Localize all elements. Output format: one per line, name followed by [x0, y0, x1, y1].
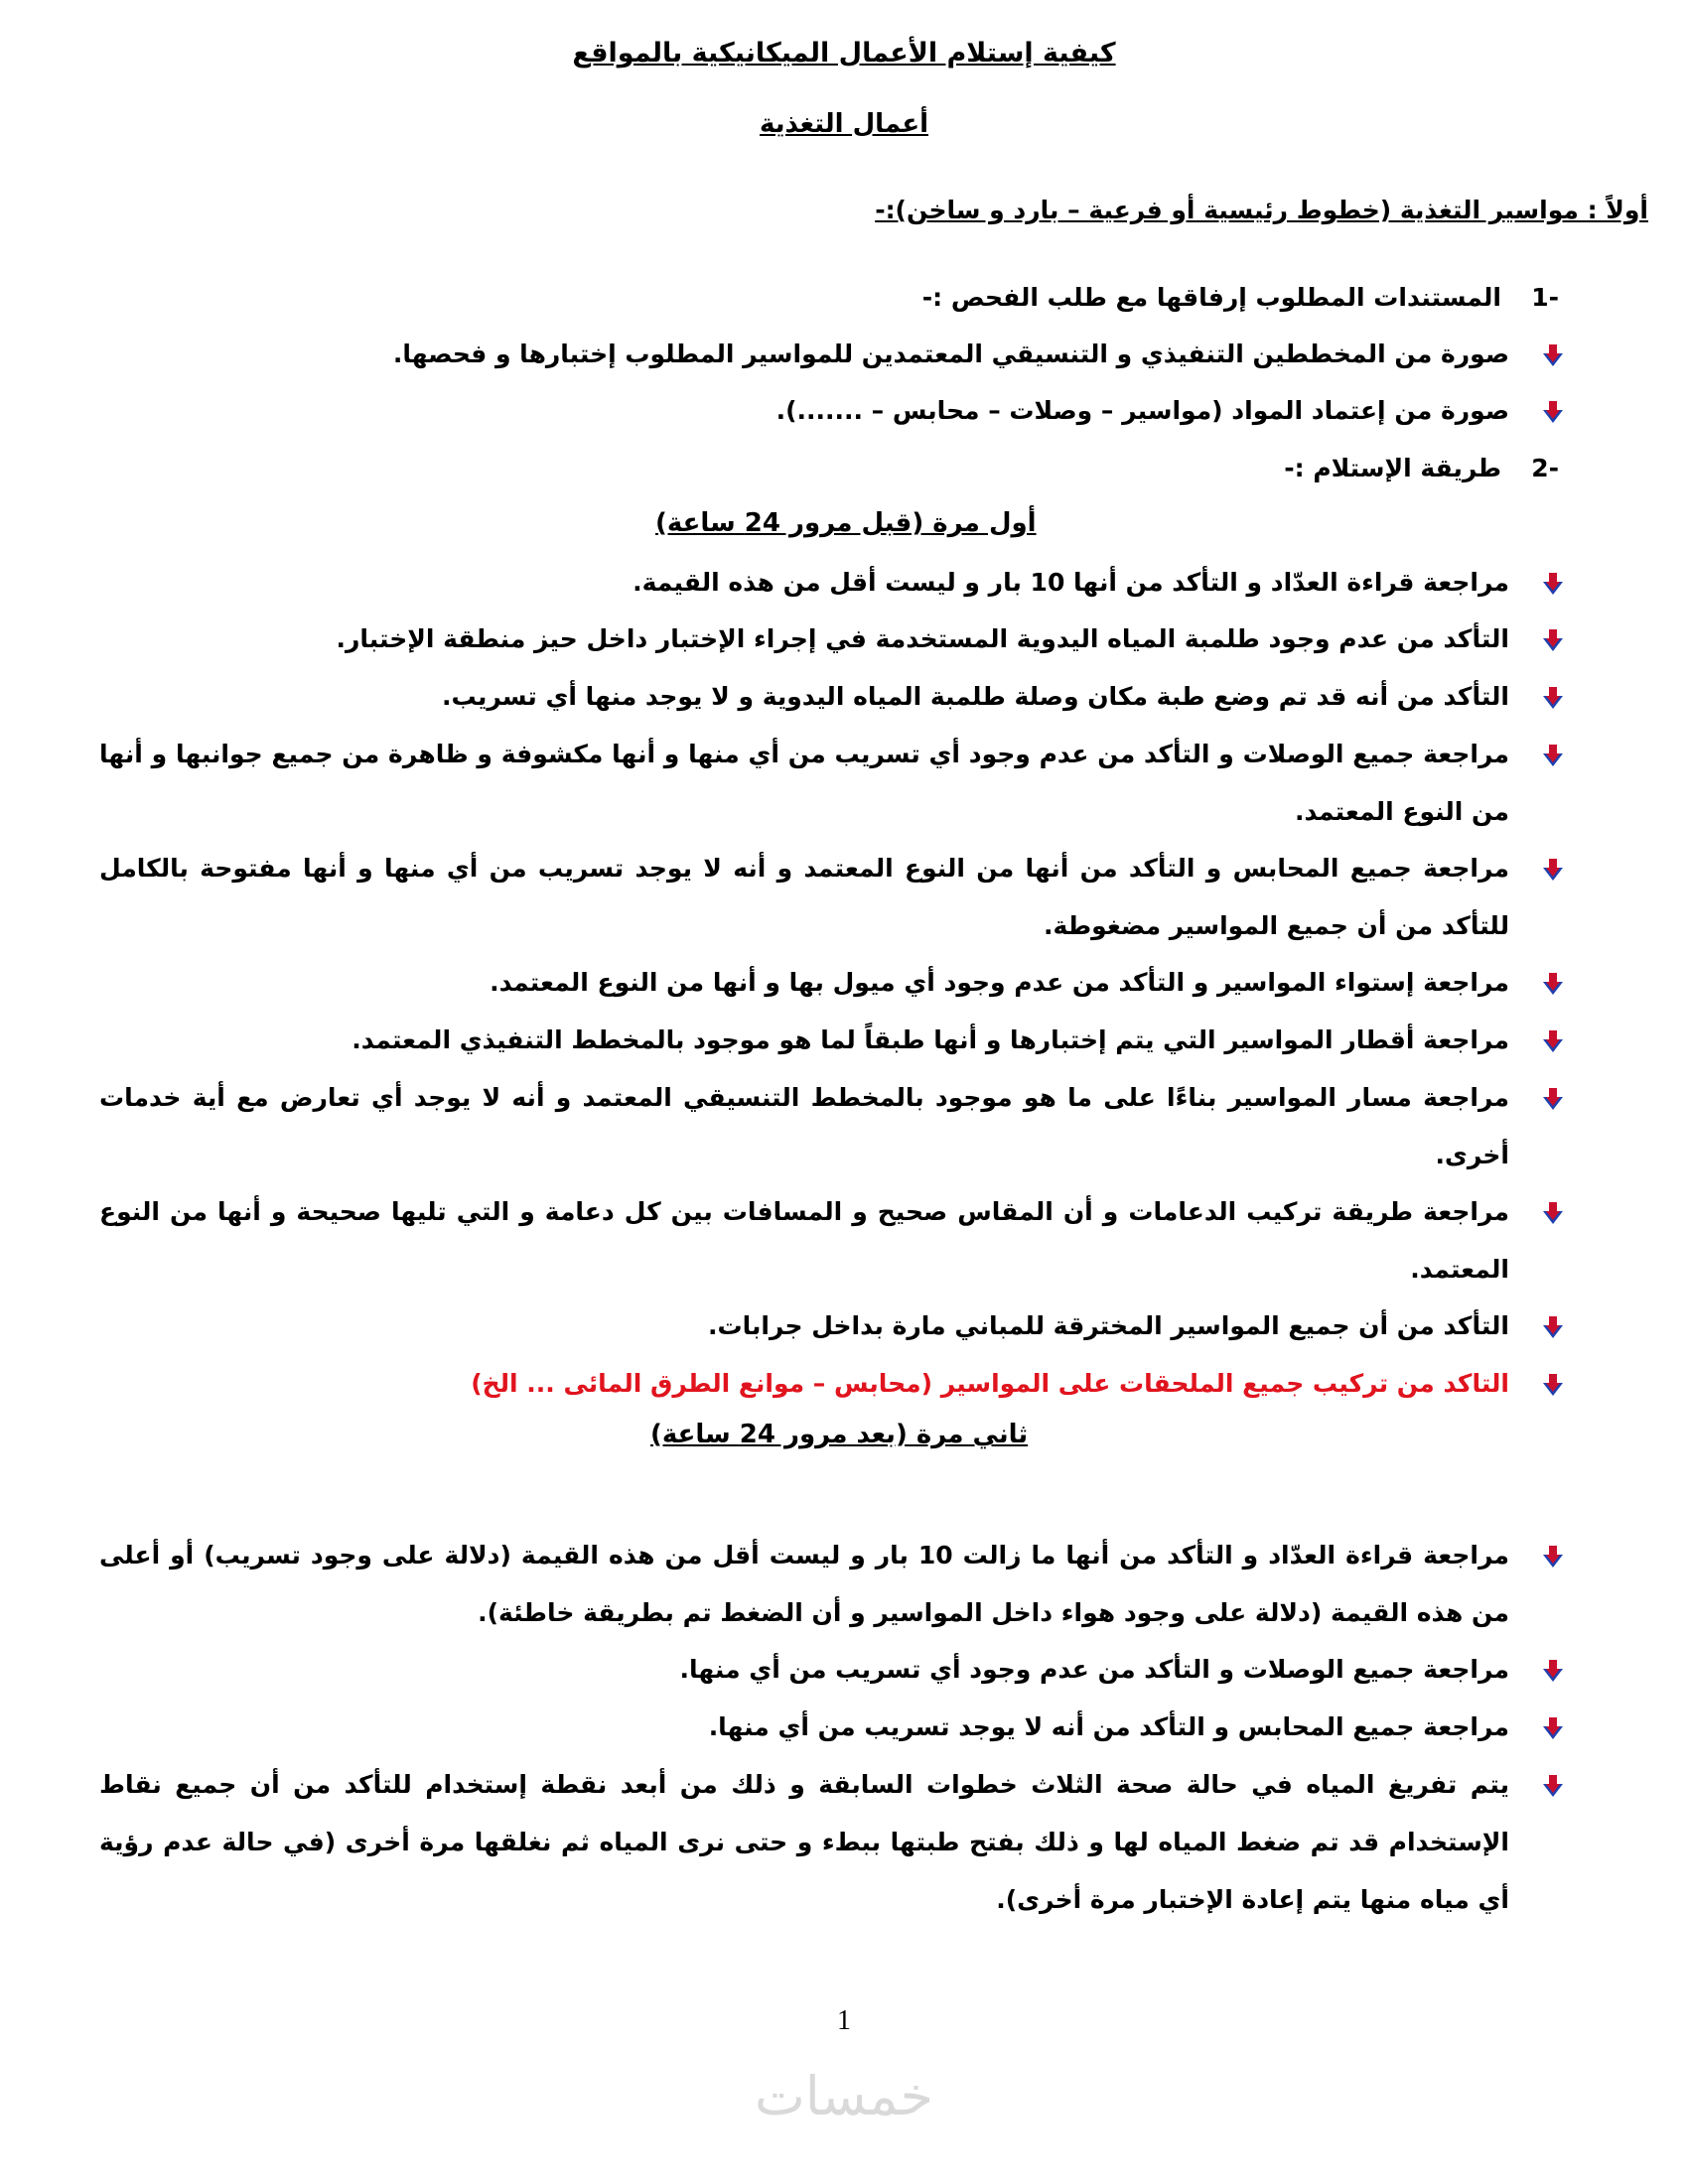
red-list-item: التاكد من تركيب جميع الملحقات على المواسير (محابس – موانع الطرق المائى ... الخ)	[471, 1369, 1509, 1398]
item-2-number: -2	[1531, 454, 1559, 482]
arrow-bullet-icon	[1535, 394, 1571, 428]
list-item: مراجعة جميع المحابس و التأكد من أنه لا يوجد تسريب من أي منها.	[708, 1712, 1509, 1741]
list-item: مراجعة قراءة العدّاد و التأكد من أنها ما زالت 10 بار و ليست أقل من هذه القيمة (دلالة على وجود تسريب) أو أعلى من هذه القيمة (دلالة على وجود هواء داخل المواسير و أن الضغط تم بطريقة خاطئة).	[99, 1541, 1510, 1627]
main-title: كيفية إستلام الأعمال الميكانيكية بالمواقع	[572, 38, 1116, 68]
list-item: مراجعة طريقة تركيب الدعامات و أن المقاس صحيح و المسافات بين كل دعامة و التي تليها صحيحة و أنها من النوع المعتمد.	[99, 1197, 1509, 1284]
list-item: مراجعة جميع المحابس و التأكد من أنها من النوع المعتمد و أنه لا يوجد تسريب من أي منها و أنها مفتوحة بالكامل للتأكد من أن جميع المواسير مضغوطة.	[99, 854, 1509, 940]
item-2-text: طريقة الإستلام :-	[1284, 454, 1501, 482]
arrow-bullet-icon	[1535, 1309, 1571, 1343]
arrow-bullet-icon	[1535, 738, 1571, 771]
list-item: يتم تفريغ المياه في حالة صحة الثلاث خطوات السابقة و ذلك من أبعد نقطة إستخدام للتأكد من أن جميع نقاط الإستخدام قد تم ضغط المياه لها و ذلك بفتح طبتها ببطء و حتى نرى المياه ثم نغلقها مرة أخرى (في حالة عدم رؤية أي مياه منها يتم إعادة الإختبار مرة أخرى).	[99, 1770, 1509, 1914]
page-number: 1	[837, 2005, 851, 2036]
item-1-number: -1	[1531, 283, 1559, 312]
list-item: مراجعة إستواء المواسير و التأكد من عدم وجود أي ميول بها و أنها من النوع المعتمد.	[490, 968, 1509, 997]
arrow-bullet-icon	[1535, 1195, 1571, 1229]
sub-title: أعمال التغذية	[760, 109, 928, 139]
item-1	[169, 281, 1559, 315]
item-2	[169, 452, 1559, 485]
watermark: خمسات	[754, 2065, 934, 2127]
list-item: التأكد من أن جميع المواسير المخترقة للمباني مارة بداخل جرابات.	[707, 1311, 1509, 1340]
arrow-bullet-icon	[1535, 1539, 1571, 1572]
arrow-bullet-icon	[1535, 1653, 1571, 1687]
first-time-heading: أول مرة (قبل مرور 24 ساعة)	[655, 508, 1037, 538]
list-item: مراجعة مسار المواسير بناءًا على ما هو موجود بالمخطط التنسيقي المعتمد و أنه لا يوجد أي تعارض مع أية خدمات أخرى.	[99, 1083, 1509, 1169]
arrow-bullet-icon	[1535, 1081, 1571, 1115]
arrow-bullet-icon	[1535, 680, 1571, 714]
arrow-bullet-icon	[1535, 852, 1571, 886]
arrow-bullet-icon	[1535, 566, 1571, 600]
arrow-bullet-icon	[1535, 966, 1571, 1000]
arrow-bullet-icon	[1535, 1710, 1571, 1744]
list-item: مراجعة أقطار المواسير التي يتم إختبارها و أنها طبقاً لما هو موجود بالمخطط التنفيذي المعتمد.	[352, 1025, 1509, 1054]
arrow-bullet-icon	[1535, 338, 1571, 371]
second-time-heading: ثاني مرة (بعد مرور 24 ساعة)	[650, 1420, 1029, 1449]
list-item: مراجعة جميع الوصلات و التأكد من عدم وجود أي تسريب من أي منها و أنها مكشوفة و ظاهرة من جميع جوانبها و أنها من النوع المعتمد.	[99, 740, 1509, 826]
list-item: مراجعة جميع الوصلات و التأكد من عدم وجود أي تسريب من أي منها.	[679, 1655, 1509, 1684]
arrow-bullet-icon	[1535, 622, 1571, 656]
arrow-bullet-icon	[1535, 1768, 1571, 1802]
item-1-text: المستندات المطلوب إرفاقها مع طلب الفحص :-	[921, 283, 1501, 312]
list-item: صورة من المخططين التنفيذي و التنسيقي المعتمدين للمواسير المطلوب إختبارها و فحصها.	[392, 340, 1509, 368]
arrow-bullet-icon	[1535, 1367, 1571, 1401]
list-item: التأكد من عدم وجود طلمبة المياه اليدوية المستخدمة في إجراء الإختبار داخل حيز منطقة الإختبار.	[336, 624, 1509, 653]
list-item: صورة من إعتماد المواد (مواسير – وصلات – محابس – .......).	[775, 396, 1509, 425]
list-item: مراجعة قراءة العدّاد و التأكد من أنها 10 بار و ليست أقل من هذه القيمة.	[633, 568, 1509, 597]
section-heading: أولاً : مواسير التغذية (خطوط رئيسية أو فرعية – بارد و ساخن):-	[875, 196, 1648, 224]
arrow-bullet-icon	[1535, 1024, 1571, 1057]
list-item: التأكد من أنه قد تم وضع طبة مكان وصلة طلمبة المياه اليدوية و لا يوجد منها أي تسريب.	[442, 682, 1509, 711]
